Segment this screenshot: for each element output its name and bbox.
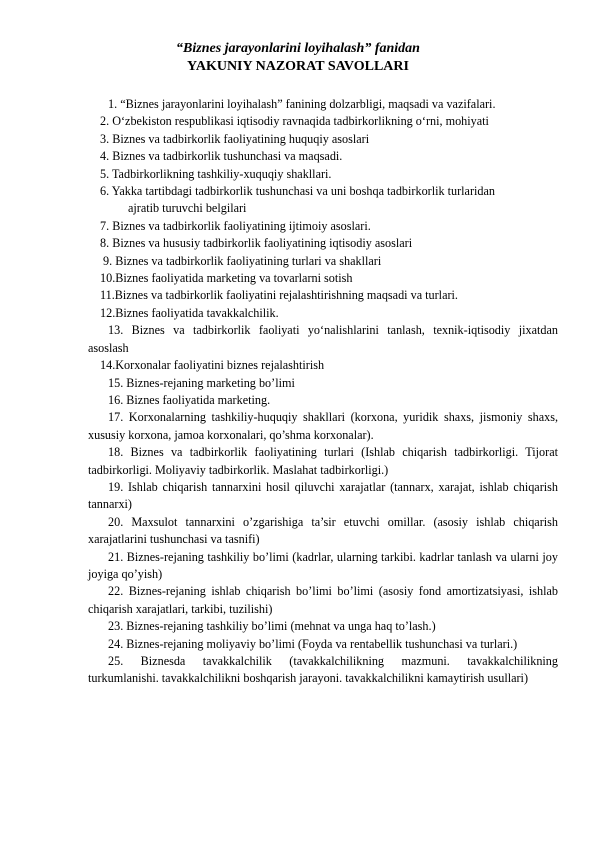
document-title <box>0 40 596 75</box>
question-item: 14.Korxonalar faoliyatini biznes rejalashtirish <box>100 358 325 373</box>
question-item: 17. Korxonalarning tashkiliy-huquqiy shakllari (korxona, yuridik shaxs, jismoniy shaxs, xususiy korxona, jamoa korxonalari, qo’shma korxonalar). <box>88 410 558 442</box>
question-item: 19. Ishlab chiqarish tannarxini hosil qiluvchi xarajatlar (tannarx, xarajat, ishlab chiqarish tannarxi) <box>88 479 558 512</box>
question-item: 8. Biznes va hususiy tadbirkorlik faoliyatining iqtisodiy asoslari <box>100 236 413 251</box>
question-item: 1. “Biznes jarayonlarini loyihalash” fanining dolzarbligi, maqsadi va vazifalari. <box>108 97 496 111</box>
question-item: 20. Maxsulot tannarxini o’zgarishiga ta’sir etuvchi omillar. (asosiy ishlab chiqarish xarajatlarini tushunchasi va tasnifi) <box>88 514 558 547</box>
question-item: 3. Biznes va tadbirkorlik faoliyatining huquqiy asoslari <box>100 131 370 146</box>
question-item: 21. Biznes-rejaning tashkiliy bo’limi (kadrlar, ularning tarkibi. kadrlar tanlash va ularni joy joyiga qo’yish) <box>88 549 558 581</box>
title-heading: YAKUNIY NAZORAT SAVOLLARI <box>187 59 409 74</box>
question-item: 16. Biznes faoliyatida marketing. <box>108 392 271 407</box>
question-item: 4. Biznes va tadbirkorlik tushunchasi va maqsadi. <box>100 149 343 164</box>
question-item: 2. O‘zbekiston respublikasi iqtisodiy ravnaqida tadbirkorlikning o‘rni, mohiyati <box>100 114 489 129</box>
question-item: 9. Biznes va tadbirkorlik faoliyatining turlari va shakllari <box>103 253 382 268</box>
question-item: 6. Yakka tartibdagi tadbirkorlik tushunchasi va uni boshqa tadbirkorlik turlaridan ajratib turuvchi belgilari <box>100 184 496 216</box>
question-item: 11.Biznes va tadbirkorlik faoliyatini rejalashtirishning maqsadi va turlari. <box>100 288 458 303</box>
question-item: 5. Tadbirkorlikning tashkiliy-xuquqiy shakllari. <box>100 166 332 181</box>
question-item: 22. Biznes-rejaning ishlab chiqarish bo’limi bo’limi (asosiy fond amortizatsiyasi, ishlab chiqarish xarajatlari, tarkibi, tuzilishi) <box>88 584 558 616</box>
question-list <box>88 96 558 688</box>
question-item: 15. Biznes-rejaning marketing bo’limi <box>108 375 295 390</box>
question-item: 12.Biznes faoliyatida tavakkalchilik. <box>100 305 279 320</box>
question-item: 7. Biznes va tadbirkorlik faoliyatining ijtimoiy asoslari. <box>100 218 371 233</box>
question-item: 23. Biznes-rejaning tashkiliy bo’limi (mehnat va unga haq to’lash.) <box>108 619 436 634</box>
title-subject: “Biznes jarayonlarini loyihalash” fanidan <box>176 41 420 56</box>
question-item: 18. Biznes va tadbirkorlik faoliyatining turlari (Ishlab chiqarish tadbirkorligi. Tijorat tadbirkorligi. Moliyaviy tadbirkorlik. Maslahat tadbirkorligi.) <box>88 445 558 477</box>
question-item: 10.Biznes faoliyatida marketing va tovarlarni sotish <box>100 271 353 286</box>
question-item: 13. Biznes va tadbirkorlik faoliyati yo‘nalishlarini tanlash, texnik-iqtisodiy jixatdan asoslash <box>88 323 558 355</box>
question-item: 24. Biznes-rejaning moliyaviy bo’limi (Foyda va rentabellik tushunchasi va turlari.) <box>108 636 518 651</box>
question-item: 25. Biznesda tavakkalchilik (tavakkalchilikning mazmuni. tavakkalchilikning turkumlanishi. tavakkalchilikni boshqarish jarayoni. tavakkalchilikni kamaytirish usullari) <box>88 654 558 686</box>
